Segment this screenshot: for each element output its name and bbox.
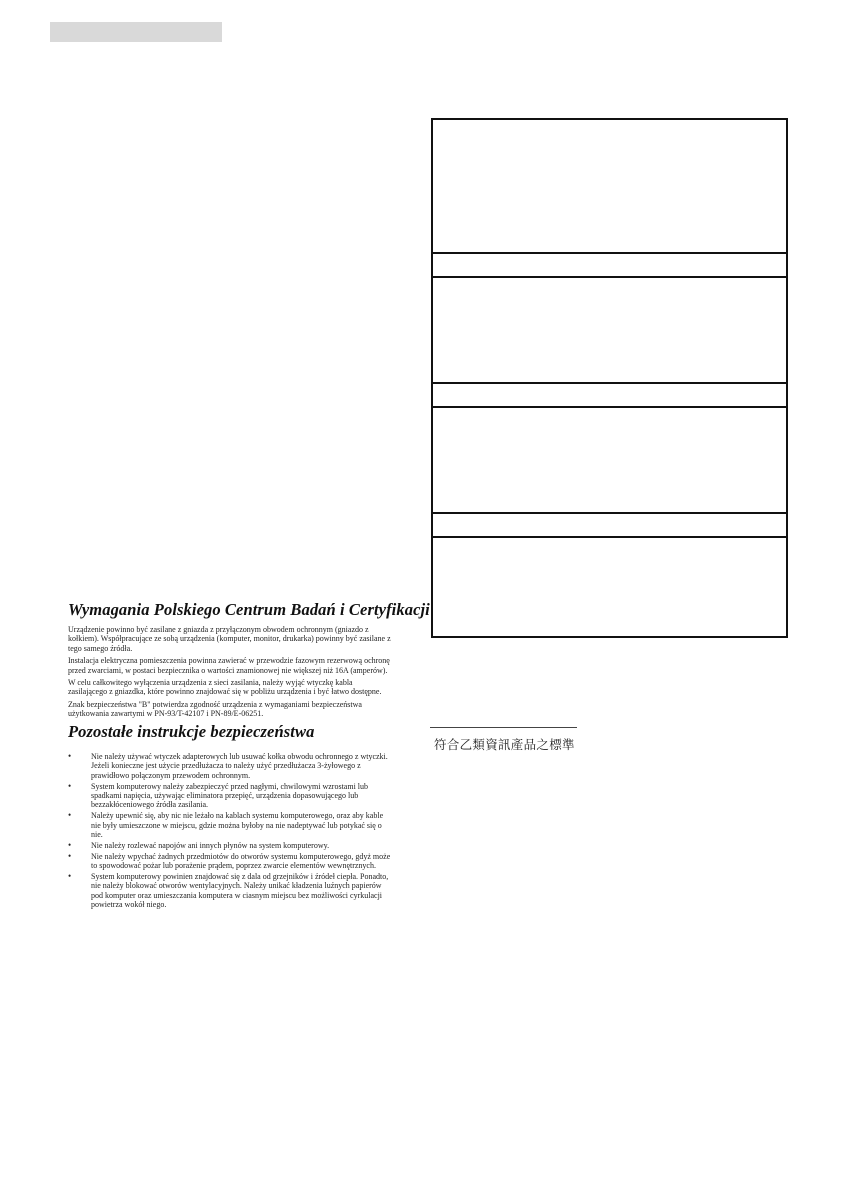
pl-requirements-paragraph: Urządzenie powinno być zasilane z gniazda z przyłączonym obwodem ochronnym (gniazdo z kołkiem). Współpracujące ze sobą urządzenia (komputer, monitor, drukarka) powinny być zasilane z tego samego źródła.	[68, 625, 391, 653]
list-item	[68, 752, 393, 780]
table-cell-4	[433, 536, 786, 638]
table-cell-2	[433, 276, 786, 384]
list-item	[68, 872, 393, 910]
pl-requirements-title: Wymagania Polskiego Centrum Badań i Certyfikacji	[68, 600, 430, 619]
table-cell-3	[433, 406, 786, 514]
bullet-icon: •	[68, 870, 72, 881]
pl-requirements-paragraph: Znak bezpieczeństwa "B" potwierdza zgodność urządzenia z wymaganiami bezpieczeństwa użytkowania zawartymi w PN-93/T-42107 i PN-89/E-06251.	[68, 699, 362, 719]
list-item-text: Nie należy używać wtyczek adapterowych lub usuwać kołka obwodu ochronnego z wtyczki. Jeżeli konieczne jest użycie przedłużacza to należy użyć przedłużacza 3-żyłowego z prawidłowo połączonym przewodem ochronnym.	[91, 752, 388, 780]
bullet-icon: •	[68, 839, 72, 850]
list-item-text: System komputerowy powinien znajdować się z dala od grzejników i źródeł ciepła. Ponadto, nie należy blokować otworów wentylacyjnych. Należy unikać kładzenia luźnych papierów pod komputer oraz umieszczania komputera w ciasnym miejscu bez możliwości cyrkulacji powietrza wokół niego.	[91, 871, 389, 910]
table-header-4	[433, 512, 786, 538]
pl-requirements-paragraph: W celu całkowitego wyłączenia urządzenia z sieci zasilania, należy wyjąć wtyczkę kabla zasilającego z gniazdka, które powinno znajdować się w pobliżu urządzenia i być łatwo dostępne.	[68, 678, 382, 697]
list-item	[68, 782, 393, 810]
list-item-text: Należy upewnić się, aby nic nie leżało na kablach systemu komputerowego, oraz aby kable nie były umieszczone w miejscu, gdzie można byłoby na nie nadeptywać lub potykać się o nie.	[91, 811, 384, 840]
cns-mark-text: 符合乙類資訊產品之標準	[434, 737, 575, 752]
cns-compliance-mark	[430, 727, 577, 755]
list-item-text: Nie należy wpychać żadnych przedmiotów do otworów systemu komputerowego, gdyż może to spowodować pożar lub porażenie prądem, poprzez zwarcie elementów wewnętrznych.	[91, 851, 391, 871]
list-item-text: System komputerowy należy zabezpieczyć przed nagłymi, chwilowymi wzrostami lub spadkami napięcia, używając eliminatora przepięć, urządzenia dopasowującego lub bezzakłóceniowego źródła zasilania.	[91, 781, 369, 810]
pl-requirements-section	[68, 600, 430, 722]
safety-bullet-list	[68, 752, 393, 909]
table-cell-1	[433, 120, 786, 254]
table-header-2	[433, 252, 786, 278]
bullet-icon: •	[68, 751, 72, 761]
list-item	[68, 852, 393, 871]
pl-other-safety-section	[68, 722, 393, 911]
list-item	[68, 811, 393, 839]
bullet-icon: •	[68, 850, 72, 861]
pl-other-safety-title: Pozostałe instrukcje bezpieczeństwa	[68, 722, 315, 741]
bullet-icon: •	[68, 780, 72, 791]
table-header-3	[433, 382, 786, 408]
header-bar	[50, 22, 222, 42]
list-item	[68, 841, 393, 850]
cns-rule	[430, 727, 577, 728]
bullet-icon: •	[68, 810, 72, 821]
pl-requirements-paragraph: Instalacja elektryczna pomieszczenia powinna zawierać w przewodzie fazowym rezerwową ochronę przed zwarciami, w postaci bezpiecznika o wartości znamionowej nie większej niż 16A (amperów).	[68, 656, 390, 675]
compliance-table	[431, 118, 788, 638]
list-item-text: Nie należy rozlewać napojów ani innych płynów na system komputerowy.	[91, 840, 330, 850]
